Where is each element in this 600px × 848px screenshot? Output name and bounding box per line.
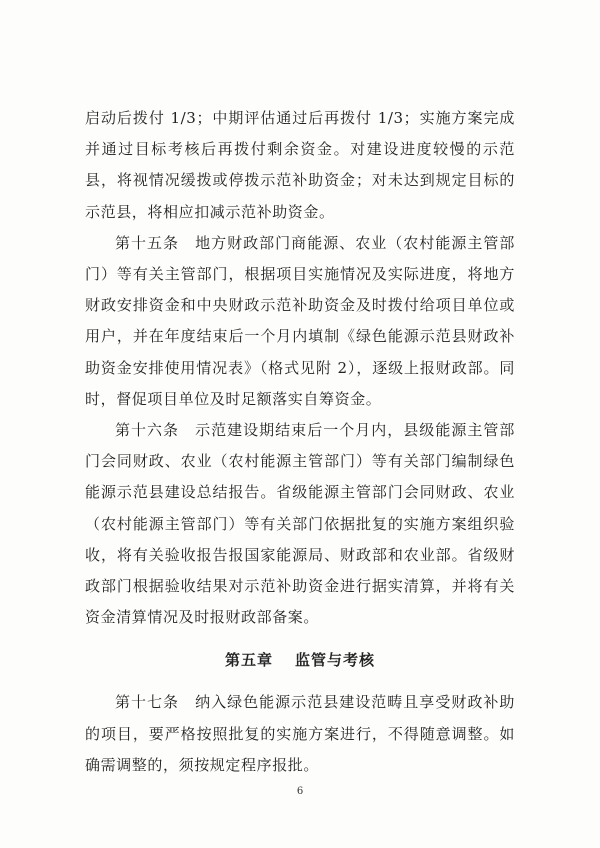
chapter-title: 监管与考核 [295, 651, 376, 670]
paragraph-article-17: 第十七条 纳入绿色能源示范县建设范畴且享受财政补助的项目，要严格按照批复的实施方案进行，不得随意调整。如确需调整的，须按规定程序报批。 [85, 693, 515, 774]
chapter-heading [85, 643, 515, 677]
paragraph-article-15: 第十五条 地方财政部门商能源、农业（农村能源主管部门）等有关主管部门，根据项目实施情况及实际进度，将地方财政安排资金和中央财政示范补助资金及时拨付给项目单位或用户，并在年度结束后一个月内填制《绿色能源示范县财政补助资金安排使用情况表》（格式见附 2），逐级上报财政部。同时，督促项目单位及时足额落实自筹资金。 [85, 233, 515, 408]
chapter-number: 第五章 [224, 651, 273, 670]
paragraph-continuation: 启动后拨付 1/3；中期评估通过后再拨付 1/3；实施方案完成并通过目标考核后再拨付剩余资金。对建设进度较慢的示范县，将视情况缓拨或停拨示范补助资金；对未达到规定目标的示范县，将相应扣减示范补助资金。 [85, 109, 515, 221]
document-body [85, 103, 515, 781]
paragraph-article-16: 第十六条 示范建设期结束后一个月内，县级能源主管部门会同财政、农业（农村能源主管部门）等有关部门编制绿色能源示范县建设总结报告。省级能源主管部门会同财政、农业（农村能源主管部门）等有关部门依据批复的实施方案组织验收，将有关验收报告报国家能源局、财政部和农业部。省级财政部门根据验收结果对示范补助资金进行据实清算，并将有关资金清算情况及时报财政部备案。 [85, 421, 515, 627]
page-number: 6 [296, 786, 304, 797]
